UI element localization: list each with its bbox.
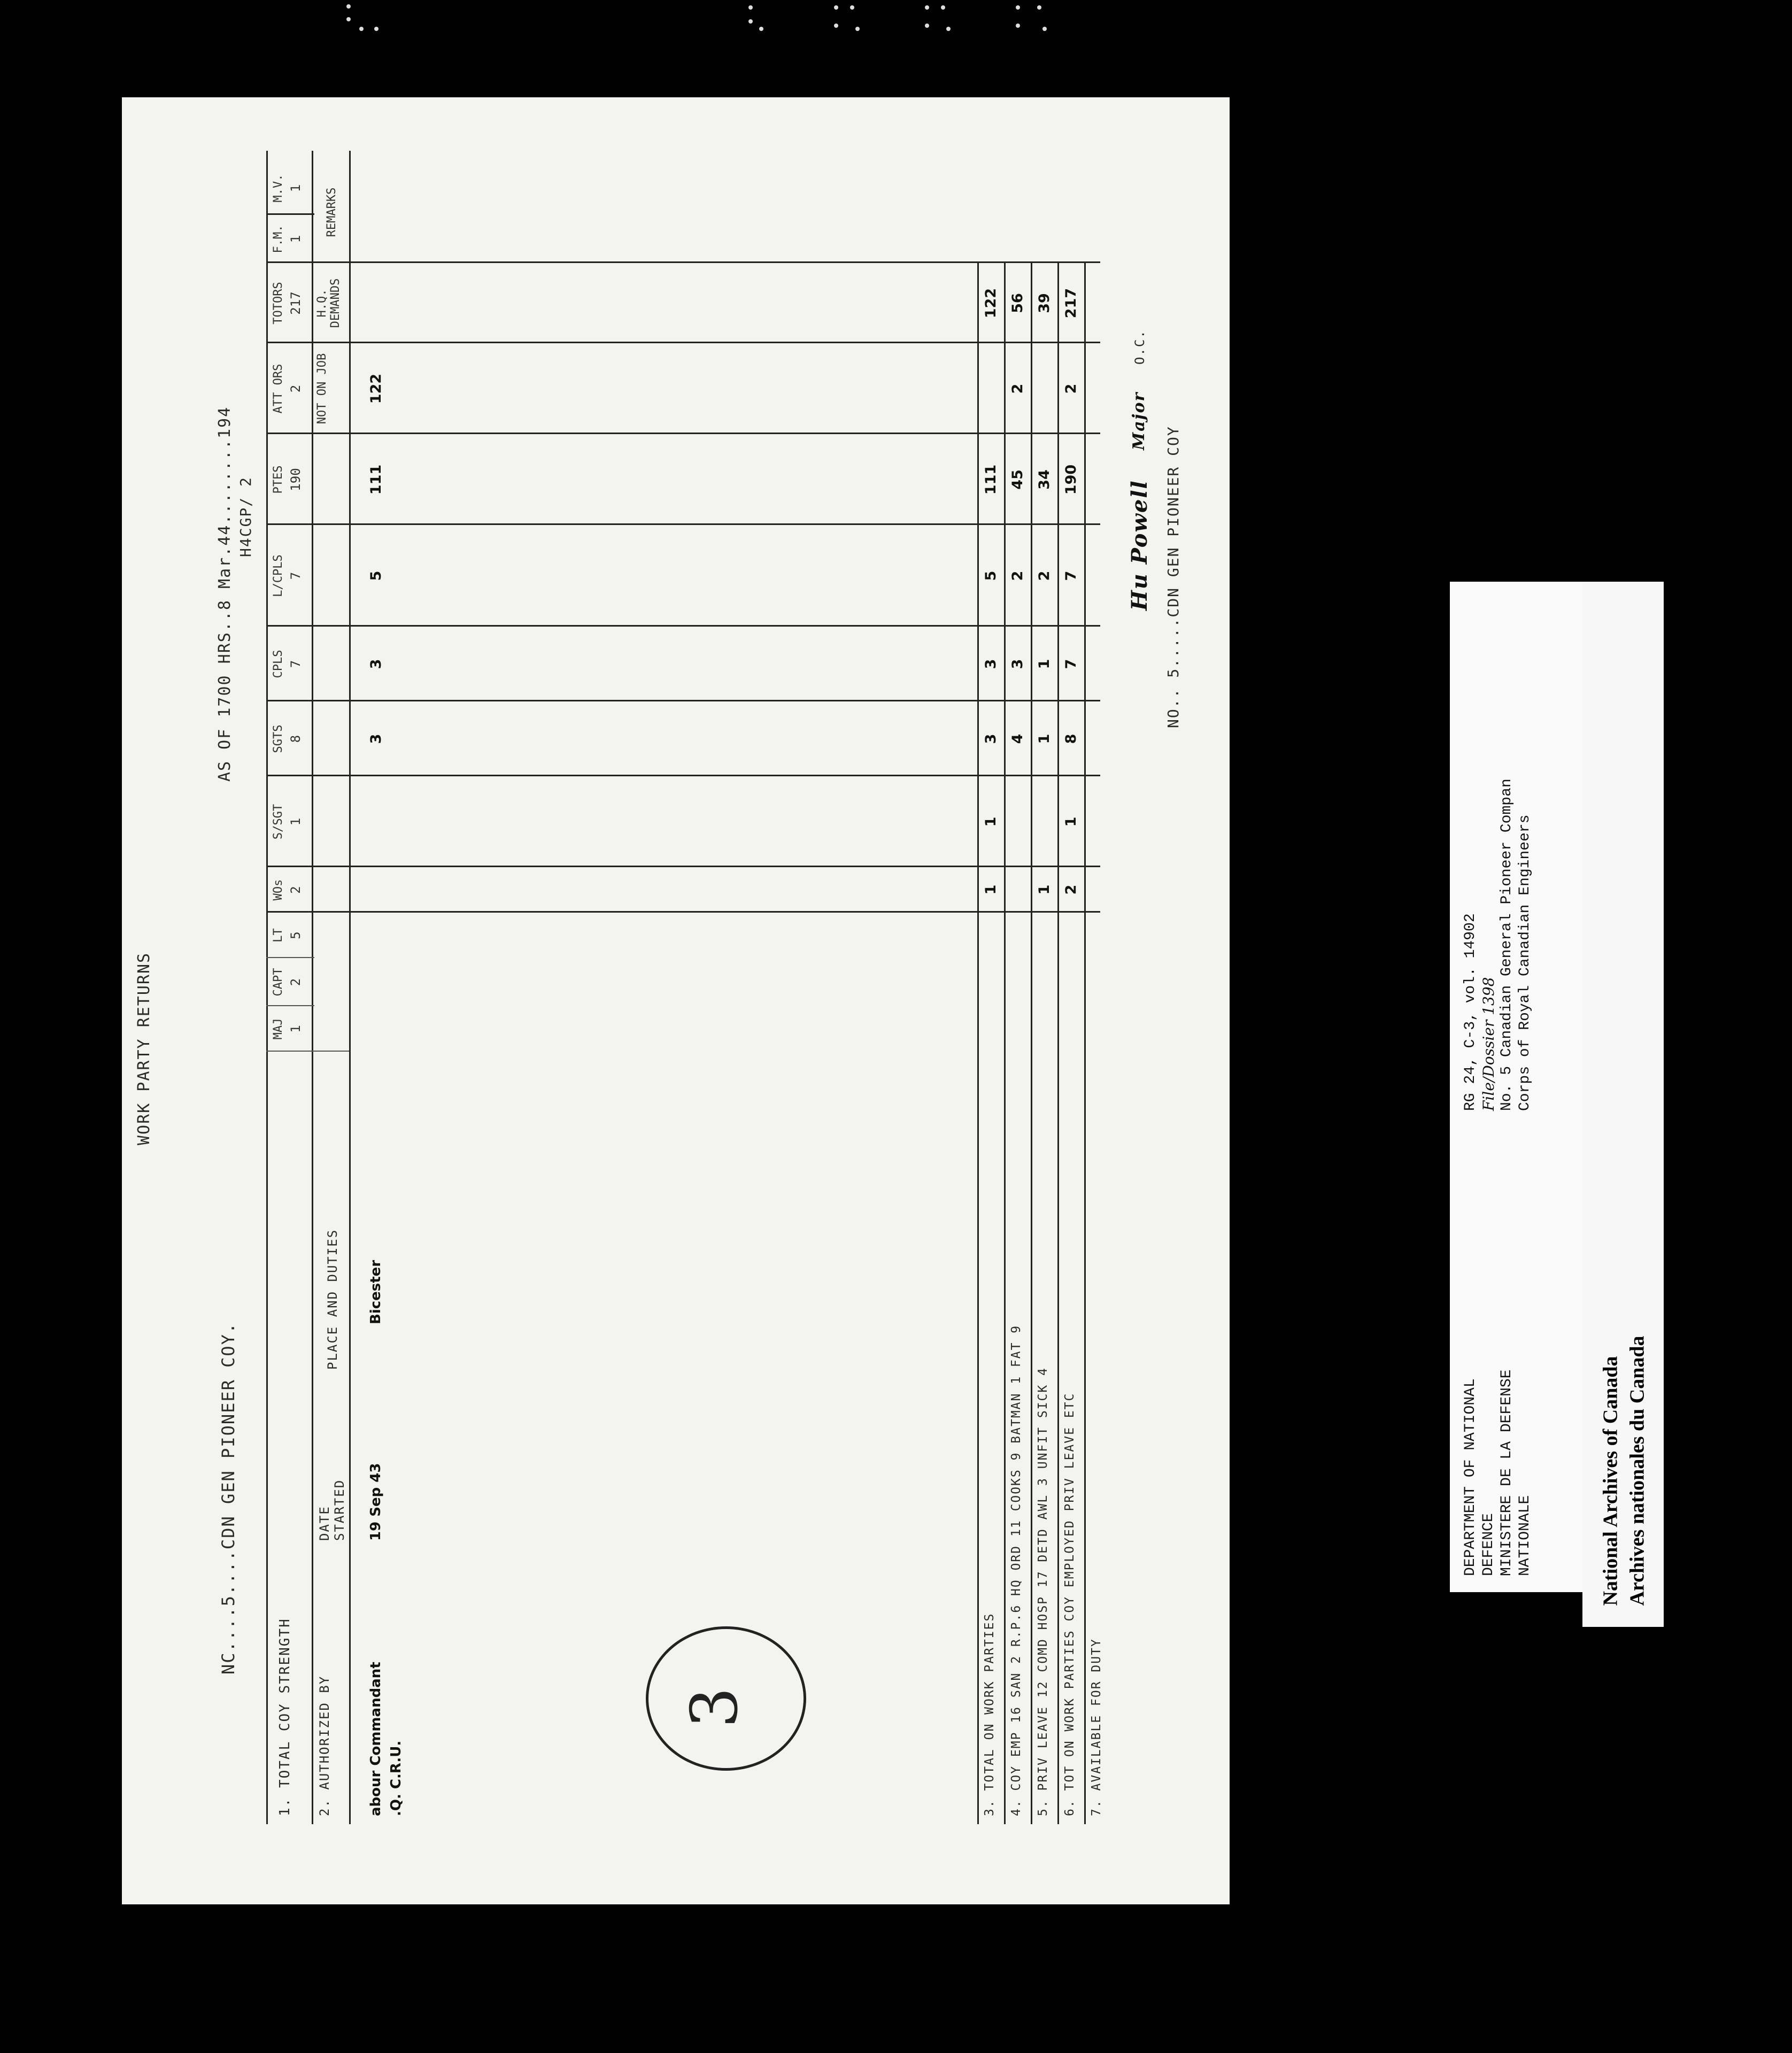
signature-title: Major (1130, 391, 1148, 450)
unit-line: NC....5....CDN GEN PIONEER COY. (218, 1322, 238, 1674)
national-archives-label (1582, 582, 1664, 1627)
sum-ssgt-6: 1 (1063, 816, 1079, 827)
authorized-by-label: 2. AUTHORIZED BY (317, 1675, 332, 1816)
col-sgts-label: SGTS (272, 724, 285, 753)
col-ptes-strength: 190 (288, 468, 303, 491)
sum-sgts-4: 4 (1009, 734, 1026, 744)
summary-row-3: 3. TOTAL ON WORK PARTIES (983, 1612, 997, 1816)
entry-authorized-by-2: .Q. C.R.U. (388, 1740, 404, 1816)
sum-lcpls-5: 2 (1036, 570, 1053, 581)
department-line-4: NATIONALE (1517, 1495, 1533, 1576)
hq-demands-label: H.Q. DEMANDS (315, 278, 342, 328)
place-duties-label: PLACE AND DUTIES (325, 1229, 340, 1370)
sum-att-ors-4: 2 (1009, 383, 1026, 394)
unit-name-line: No. 5 Canadian General Pioneer Compan (1499, 778, 1515, 1111)
col-mv-strength: 1 (288, 184, 303, 192)
col-lcpls-label: L/CPLS (272, 554, 285, 597)
col-lt-label: LT (272, 928, 285, 943)
nac-french: Archives nationales du Canada (1626, 1335, 1649, 1606)
signature: Hu Powell (1127, 480, 1152, 611)
entry-cpls: 3 (368, 659, 384, 669)
sum-wos-3: 1 (983, 884, 999, 895)
col-sgts-strength: 8 (288, 735, 303, 743)
sum-totors-6: 217 (1063, 288, 1079, 319)
document-title: WORK PARTY RETURNS (135, 952, 153, 1145)
col-maj-label: MAJ (272, 1018, 285, 1040)
entry-date-started: 19 Sep 43 (368, 1463, 384, 1541)
col-maj-strength: 1 (288, 1025, 303, 1033)
col-ssgt-strength: 1 (288, 817, 303, 826)
sum-wos-5: 1 (1036, 884, 1053, 895)
not-on-job-label: NOT ON JOB (315, 353, 329, 425)
entry-not-on-job: 122 (368, 373, 384, 404)
col-capt-strength: 2 (288, 978, 303, 986)
col-ptes-label: PTES (272, 465, 285, 494)
entry-place: Bicester (368, 1260, 384, 1324)
sum-ptes-4: 45 (1009, 469, 1026, 490)
col-lt-strength: 5 (288, 931, 303, 939)
entry-lcpls: 5 (368, 570, 384, 581)
as-of-line: AS OF 1700 HRS..8 Mar.44........194 (215, 406, 234, 782)
signature-initials: O.C. (1132, 329, 1147, 365)
circled-number: 3 (678, 1687, 752, 1728)
sum-ptes-6: 190 (1063, 464, 1079, 495)
col-totors-label: TOTORS (272, 282, 285, 325)
col-cpls-strength: 7 (288, 660, 303, 668)
department-line-3: MINISTERE DE LA DEFENSE (1499, 1369, 1515, 1576)
remarks-label: REMARKS (325, 187, 338, 237)
department-block (1462, 1370, 1534, 1576)
col-fm-strength: 1 (288, 235, 303, 243)
department-line-1: DEPARTMENT OF NATIONAL (1462, 1378, 1479, 1576)
sum-sgts-5: 1 (1036, 734, 1053, 744)
col-totors-strength: 217 (288, 291, 303, 315)
col-mv-label: M.V. (272, 174, 285, 203)
reference-number: H4CGP/ 2 (237, 476, 254, 557)
sum-att-ors-6: 2 (1063, 383, 1079, 394)
sum-cpls-5: 1 (1036, 659, 1053, 669)
sum-cpls-3: 3 (983, 659, 999, 669)
col-att-ors-strength: 2 (288, 384, 303, 393)
sum-totors-5: 39 (1036, 293, 1053, 313)
sum-ptes-5: 34 (1036, 469, 1053, 490)
sum-sgts-6: 8 (1063, 734, 1079, 744)
footer-unit: NO.. 5.....CDN GEN PIONEER COY (1164, 426, 1182, 728)
sum-ptes-3: 111 (983, 464, 999, 495)
col-att-ors-label: ATT ORS (272, 364, 285, 414)
sum-totors-3: 122 (983, 288, 999, 319)
col-wos-strength: 2 (288, 886, 303, 894)
col-ssgt-label: S/SGT (272, 804, 285, 840)
entry-ptes: 111 (368, 464, 384, 495)
entry-sgts: 3 (368, 734, 384, 744)
col-capt-label: CAPT (272, 968, 285, 997)
reference-block (1462, 778, 1534, 1111)
date-started-label: DATE STARTED (317, 1479, 347, 1541)
sum-cpls-6: 7 (1063, 659, 1079, 669)
summary-row-4: 4. COY EMP 16 SAN 2 R.P.6 HQ ORD 11 COOKS 9 BATMAN 1 FAT 9 (1009, 1324, 1023, 1816)
sum-ssgt-3: 1 (983, 816, 999, 827)
col-wos-label: WOs (272, 879, 285, 901)
department-line-2: DEFENCE (1480, 1513, 1497, 1576)
sum-lcpls-6: 7 (1063, 570, 1079, 581)
sum-cpls-4: 3 (1009, 659, 1026, 669)
document-content (122, 97, 1230, 1904)
summary-row-6: 6. TOT ON WORK PARTIES COY EMPLOYED PRIV LEAVE ETC (1063, 1392, 1077, 1816)
work-party-return-document (122, 97, 1230, 1904)
archive-reference-label (1450, 582, 1589, 1592)
summary-row-7: 7. AVAILABLE FOR DUTY (1090, 1638, 1103, 1816)
corps-line: Corps of Royal Canadian Engineers (1517, 814, 1533, 1111)
col-fm-label: F.M. (272, 225, 285, 253)
sum-lcpls-4: 2 (1009, 570, 1026, 581)
entry-authorized-by-1: abour Commandant (368, 1662, 384, 1816)
nac-english: National Archives of Canada (1599, 1356, 1622, 1606)
col-lcpls-strength: 7 (288, 572, 303, 580)
sum-sgts-3: 3 (983, 734, 999, 744)
sum-totors-4: 56 (1009, 293, 1026, 313)
summary-row-5: 5. PRIV LEAVE 12 COMD HOSP 17 DETD AWL 3 UNFIT SICK 4 (1036, 1367, 1050, 1816)
sum-lcpls-3: 5 (983, 570, 999, 581)
film-perforations (0, 0, 1792, 37)
sum-wos-6: 2 (1063, 884, 1079, 895)
file-dossier-line: File/Dossier 1398 (1480, 977, 1497, 1111)
total-coy-strength-label: 1. TOTAL COY STRENGTH (277, 1618, 293, 1816)
col-cpls-label: CPLS (272, 650, 285, 678)
record-group-line: RG 24, C-3, vol. 14902 (1462, 913, 1479, 1111)
